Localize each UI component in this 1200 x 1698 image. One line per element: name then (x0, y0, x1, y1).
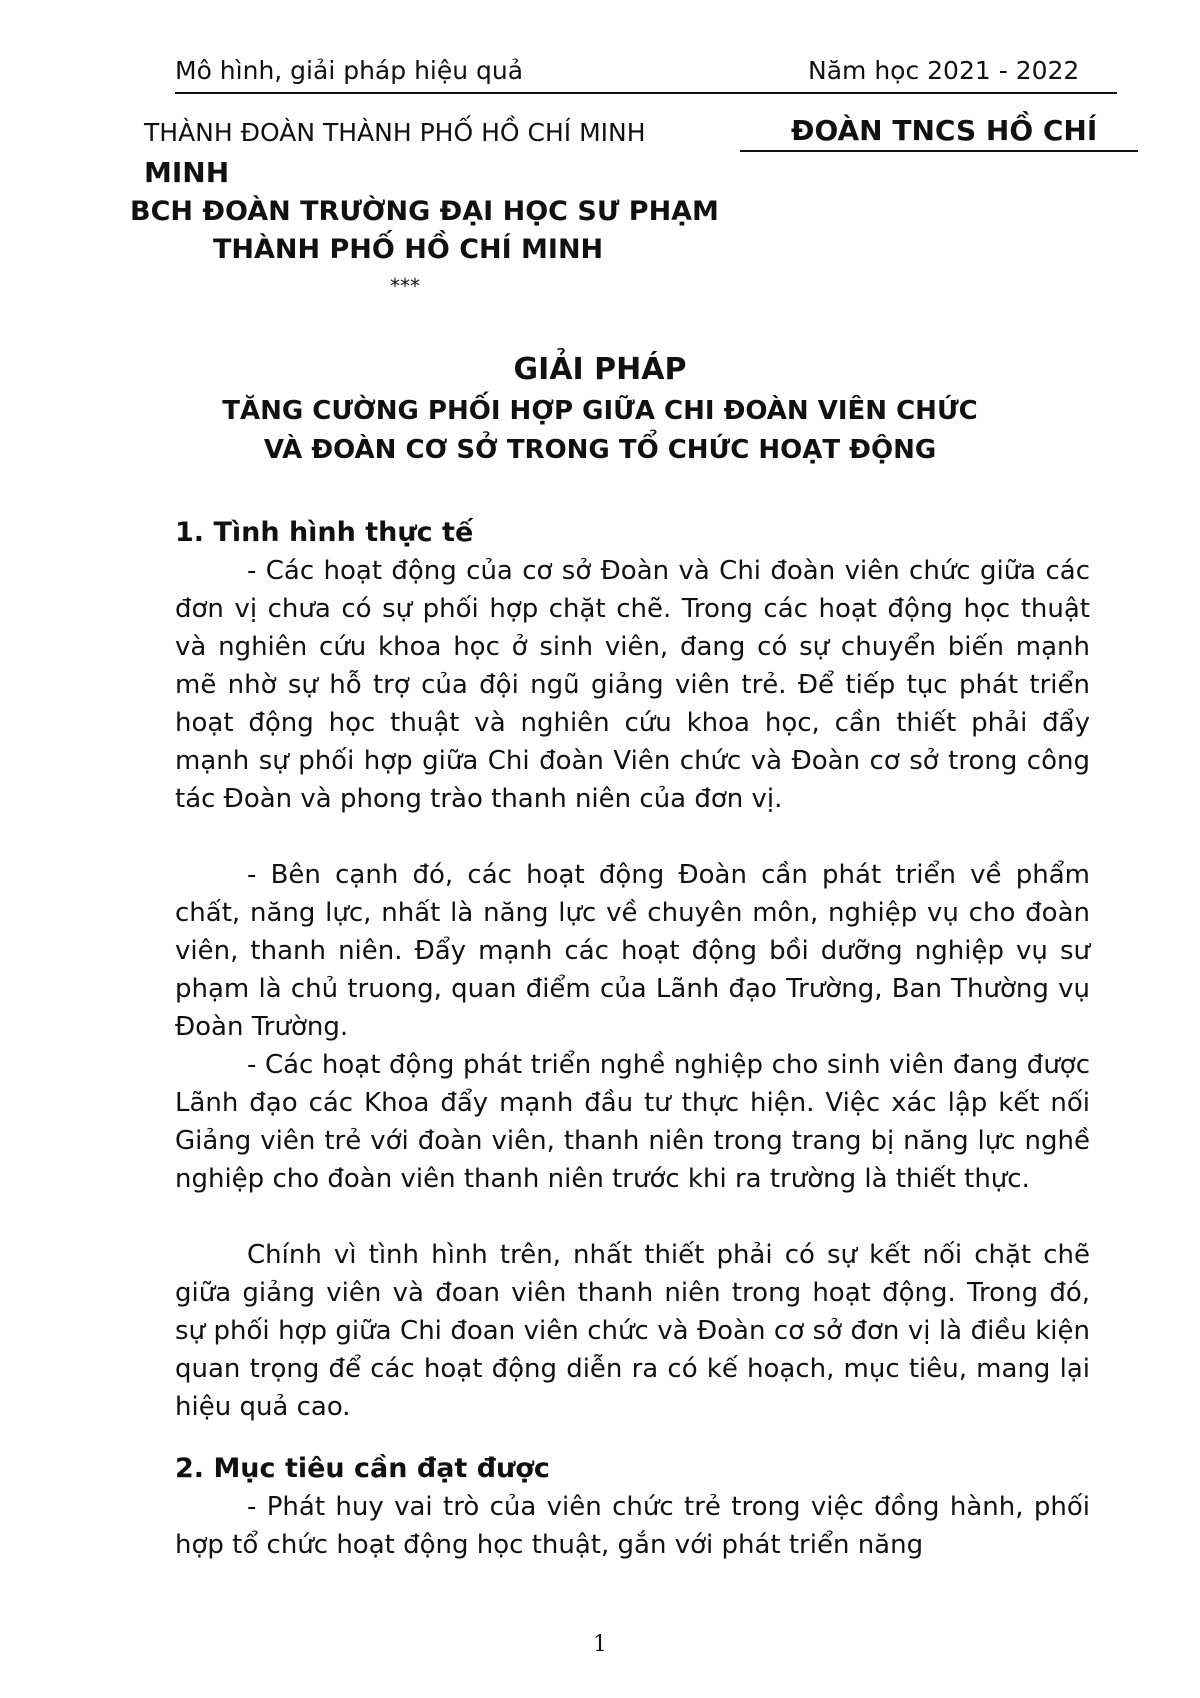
paragraph: - Các hoạt động của cơ sở Đoàn và Chi đoàn viên chức giữa các đơn vị chưa có sự phối hợp chặt chẽ. Trong các hoạt động học thuật và nghiên cứu khoa học ở sinh viên, đang có sự chuyển biến mạnh mẽ nhờ sự hỗ trợ của đội ngũ giảng viên trẻ. Để tiếp tục phát triển hoạt động học thuật và nghiên cứu khoa học, cần thiết phải đẩy mạnh sự phối hợp giữa Chi đoàn Viên chức và Đoàn cơ sở trong công tác Đoàn và phong trào thanh niên của đơn vị. (175, 556, 1090, 814)
union-name-continuation: MINH (144, 156, 230, 189)
parent-organization: THÀNH ĐOÀN THÀNH PHỐ HỒ CHÍ MINH (144, 118, 646, 147)
page-number: 1 (593, 1632, 607, 1657)
section-heading-1: 1. Tình hình thực tế (175, 517, 474, 548)
paragraph: Chính vì tình hình trên, nhất thiết phải có sự kết nối chặt chẽ giữa giảng viên và đoan viên thanh niên trong hoạt động. Trong đó, sự phối hợp giữa Chi đoan viên chức và Đoàn cơ sở đơn vị là điều kiện quan trọng để các hoạt động diễn ra có kế hoạch, mục tiêu, mang lại hiệu quả cao. (175, 1240, 1090, 1422)
union-name-underline (740, 150, 1138, 152)
separator-stars: *** (390, 274, 420, 298)
running-header-year: Năm học 2021 - 2022 (808, 56, 1080, 85)
unit-name-line-1: BCH ĐOÀN TRƯỜNG ĐẠI HỌC SƯ PHẠM (130, 196, 719, 227)
paragraph: - Các hoạt động phát triển nghề nghiệp cho sinh viên đang được Lãnh đạo các Khoa đẩy mạnh đầu tư thực hiện. Việc xác lập kết nối Giảng viên trẻ với đoàn viên, thanh niên trong trang bị năng lực nghề nghiệp cho đoàn viên thanh niên trước khi ra trường là thiết thực. (175, 1050, 1090, 1194)
unit-name-line-2: THÀNH PHỐ HỒ CHÍ MINH (213, 234, 604, 265)
union-name: ĐOÀN TNCS HỒ CHÍ (791, 114, 1098, 147)
paragraph: - Phát huy vai trò của viên chức trẻ trong việc đồng hành, phối hợp tổ chức hoạt động học thuật, gắn với phát triển năng (175, 1492, 1090, 1560)
running-header-title: Mô hình, giải pháp hiệu quả (175, 56, 524, 85)
header-divider (175, 92, 1117, 94)
document-title: GIẢI PHÁP (513, 352, 687, 387)
paragraph: - Bên cạnh đó, các hoạt động Đoàn cần phát triển về phẩm chất, năng lực, nhất là năng lực về chuyên môn, nghiệp vụ cho đoàn viên, thanh niên. Đẩy mạnh các hoạt động bồi dưỡng nghiệp vụ sư phạm là chủ truong, quan điểm của Lãnh đạo Trường, Ban Thường vụ Đoàn Trường. (175, 860, 1090, 1042)
document-subtitle-line-2: VÀ ĐOÀN CƠ SỞ TRONG TỔ CHỨC HOẠT ĐỘNG (263, 435, 937, 465)
document-subtitle-line-1: TĂNG CƯỜNG PHỐI HỢP GIỮA CHI ĐOÀN VIÊN CHỨC (222, 396, 978, 426)
section-heading-2: 2. Mục tiêu cần đạt được (175, 1453, 550, 1484)
